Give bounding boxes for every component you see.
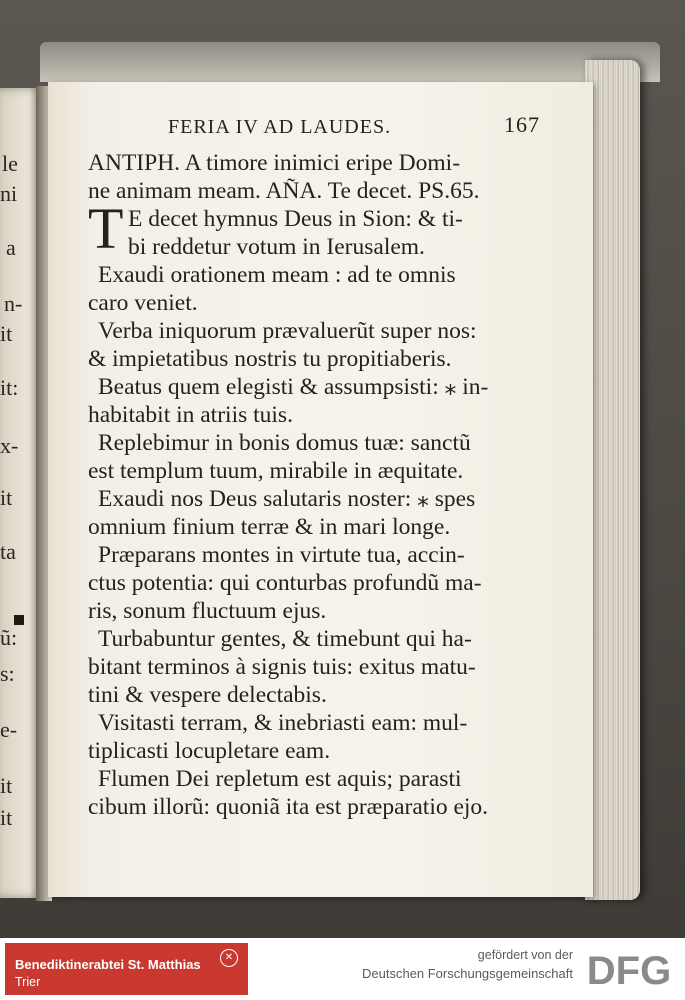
text-line: omnium finium terræ & in mari longe. <box>88 514 451 540</box>
left-fragment: it <box>0 805 13 830</box>
institution-name: Benediktinerabtei St. Matthias <box>15 957 201 972</box>
text-line: est templum tuum, mirabile in æquitate. <box>88 458 464 484</box>
text-line: ne animam meam. AÑA. Te decet. PS.65. <box>88 178 480 204</box>
text-line: & impietatibus nostris tu propitiaberis. <box>88 346 452 372</box>
text-line: ANTIPH. A timore inimici eripe Domi- <box>88 150 461 176</box>
text-line: tiplicasti locupletare eam. <box>88 738 331 764</box>
abbey-emblem-icon: ✕ <box>220 949 238 967</box>
left-fragment: x- <box>0 433 19 458</box>
dfg-logo-icon[interactable] <box>581 948 677 990</box>
text-line: Exaudi orationem meam : ad te omnis <box>98 262 456 288</box>
left-fragment: ni <box>0 181 18 206</box>
left-fragment: ũ: <box>0 625 18 650</box>
text-line: caro veniet. <box>88 290 198 316</box>
funded-by-label: gefördert von der <box>477 948 573 962</box>
text-line: Verba iniquorum prævaluerũt super nos: <box>98 318 477 344</box>
book-cover-edge <box>40 42 660 82</box>
left-fragment: le <box>2 151 18 176</box>
institution-city: Trier <box>15 975 41 989</box>
text-line: Flumen Dei repletum est aquis; parasti <box>98 766 462 792</box>
left-fragment: it: <box>0 375 19 400</box>
left-fragment: a <box>6 235 16 260</box>
text-line: ctus potentia: qui conturbas profundũ ma- <box>88 570 482 596</box>
text-line: bitant terminos à signis tuis: exitus matu- <box>88 654 476 680</box>
text-line: Exaudi nos Deus salutaris noster: ⁎ spes <box>98 486 476 512</box>
text-line: Turbabuntur gentes, & timebunt qui ha- <box>98 626 472 652</box>
text-line: E decet hymnus Deus in Sion: & ti- <box>128 206 463 232</box>
left-fragment: s: <box>0 661 15 686</box>
text-line: Visitasti terram, & inebriasti eam: mul- <box>98 710 468 736</box>
left-fragment: ta <box>0 539 16 564</box>
drop-cap: T <box>88 196 124 261</box>
text-line: tini & vespere delectabis. <box>88 682 327 708</box>
left-fragment: e- <box>0 717 18 742</box>
text-line: habitabit in atriis tuis. <box>88 402 293 428</box>
header-title: FERIA IV AD LAUDES. <box>168 116 392 138</box>
digitization-footer <box>0 938 685 1000</box>
left-fragment: n- <box>4 291 23 316</box>
funder-name: Deutschen Forschungsgemeinschaft <box>361 966 573 981</box>
left-fragment: it <box>0 321 13 346</box>
paragraph-mark <box>14 615 24 625</box>
text-line: Replebimur in bonis domus tuæ: sanctũ <box>98 430 471 456</box>
text-line: cibum illorũ: quoniã ita est præparatio ejo. <box>88 794 489 820</box>
text-line: Beatus quem elegisti & assumpsisti: ⁎ in- <box>98 374 489 400</box>
institution-badge[interactable] <box>5 943 248 995</box>
left-fragment: it <box>0 773 13 798</box>
text-line: Præparans montes in virtute tua, accin- <box>98 542 465 568</box>
left-fragment: it <box>0 485 13 510</box>
text-line: ris, sonum fluctuum ejus. <box>88 598 327 624</box>
dfg-logo-text: DFG <box>586 949 672 990</box>
funding-note <box>362 948 573 981</box>
text-line: bi reddetur votum in Ierusalem. <box>128 234 425 260</box>
page-number: 167 <box>504 112 540 137</box>
page-edges <box>585 60 640 900</box>
